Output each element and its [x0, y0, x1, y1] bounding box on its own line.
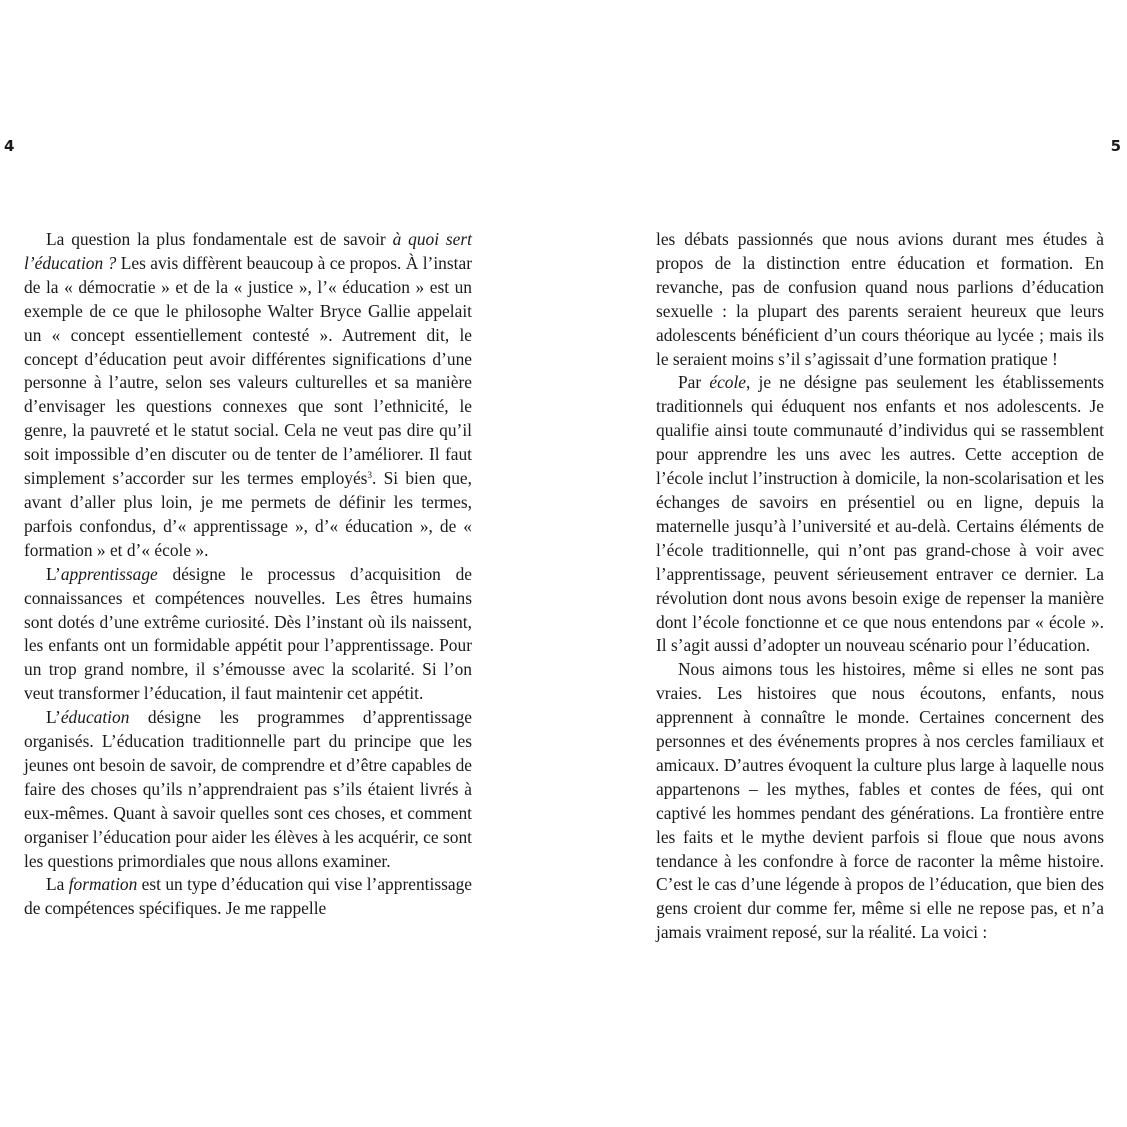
- paragraph: La question la plus fondamentale est de savoir à quoi sert l’éducation ? Les avis diffèrent beaucoup à ce propos. À l’instar de la « démocratie » et de la « justice », l’« éducation » est un exemple de ce que le philosophe Walter Bryce Gallie appelait un « concept essentiellement contesté ». Autrement dit, le concept d’éducation peut avoir différentes significations d’une personne à l’autre, selon ses valeurs culturelles et sa manière d’envisager les questions connexes que sont l’ethnicité, le genre, la pauvreté et le statut social. Cela ne veut pas dire qu’il soit impossible d’en discuter ou de tenter de l’améliorer. Il faut simplement s’accorder sur les termes employés$^3$. Si bien que, avant d’aller plus loin, je me permets de définir les termes, parfois confondus, d’« apprentissage », d’« éducation », de « formation » et d’« école ».: [24, 229, 472, 560]
- emphasis: école: [709, 372, 747, 393]
- emphasis: apprentissage: [60, 563, 158, 584]
- paragraph: L’apprentissage désigne le processus d’acquisition de connaissances et compétences nouvelles. Les êtres humains sont dotés d’une extrême curiosité. Dès l’instant où ils naissent, les enfants ont un formidable appétit pour l’apprentissage. Pour un trop grand nombre, il s’émousse avec la scolarité. Si l’on veut transformer l’éducation, il faut maintenir cet appétit.: [24, 563, 472, 704]
- right-page-text: [656, 228, 1104, 945]
- footnote-ref[interactable]: 3: [367, 470, 372, 481]
- paragraph-continued: les débats passionnés que nous avions durant mes études à propos de la distinction entre éducation et formation. En revanche, pas de confusion quand nous parlions d’éducation sexuelle : la plupart des parents seraient heureux que leurs adolescents bénéficient d’un cours théorique au lycée ; mais ils le seraient moins s’il s’agissait d’une formation pratique !: [656, 229, 1104, 369]
- paragraph: L’éducation désigne les programmes d’apprentissage organisés. L’éducation traditionnelle part du principe que les jeunes ont besoin de savoir, de comprendre et d’être capables de faire des choses qu’ils n’apprendraient pas s’ils étaient livrés à eux-mêmes. Quant à savoir quelles sont ces choses, et comment organiser l’éducation pour aider les élèves à les acquérir, ce sont les questions primordiales que nous allons examiner.: [24, 707, 472, 871]
- page-number-left: 4: [4, 137, 15, 155]
- page-number-right: 5: [1110, 137, 1121, 155]
- emphasis: à quoi sert l’éducation ?: [24, 229, 472, 273]
- paragraph: Par école, je ne désigne pas seulement les établissements traditionnels qui éduquent nos enfants et nos adolescents. Je qualifie ainsi toute communauté d’individus qui se rassemblent pour apprendre les uns avec les autres. Cette acception de l’école inclut l’instruction à domicile, la non-scolarisation et les échanges de savoirs en présentiel ou en ligne, depuis la maternelle jusqu’à l’université et au-delà. Certains éléments de l’école traditionnelle, qui n’ont pas grand-chose à voir avec l’apprentissage, peuvent sérieusement entraver ce dernier. La révolution dont nous avons besoin exige de repenser la manière dont l’école fonctionne et ce que nous entendons par « école ». Il s’agit aussi d’adopter un nouveau scénario pour l’éducation.: [656, 372, 1105, 656]
- left-page-text: [24, 228, 472, 921]
- paragraph: La formation est un type d’éducation qui vise l’apprentissage de compétences spécifiques. Je me rappelle: [24, 874, 472, 919]
- emphasis: éducation: [60, 707, 130, 728]
- paragraph: Nous aimons tous les histoires, même si elles ne sont pas vraies. Les histoires que nous écoutons, enfants, nous apprennent à connaître le monde. Certaines concernent des personnes et des événements propres à nos cercles familiaux et amicaux. D’autres évoquent la culture plus large à laquelle nous appartenons – les mythes, fables et contes de fées, qui ont captivé les hommes pendant des générations. La frontière entre les faits et le mythe devient parfois si floue que nous avons tendance à les confondre à force de raconter la même histoire. C’est le cas d’une légende à propos de l’éducation, que bien des gens croient dur comme fer, même si elle ne repose pas, et n’a jamais vraiment reposé, sur la réalité. La voici :: [656, 659, 1104, 943]
- emphasis: formation: [68, 874, 138, 895]
